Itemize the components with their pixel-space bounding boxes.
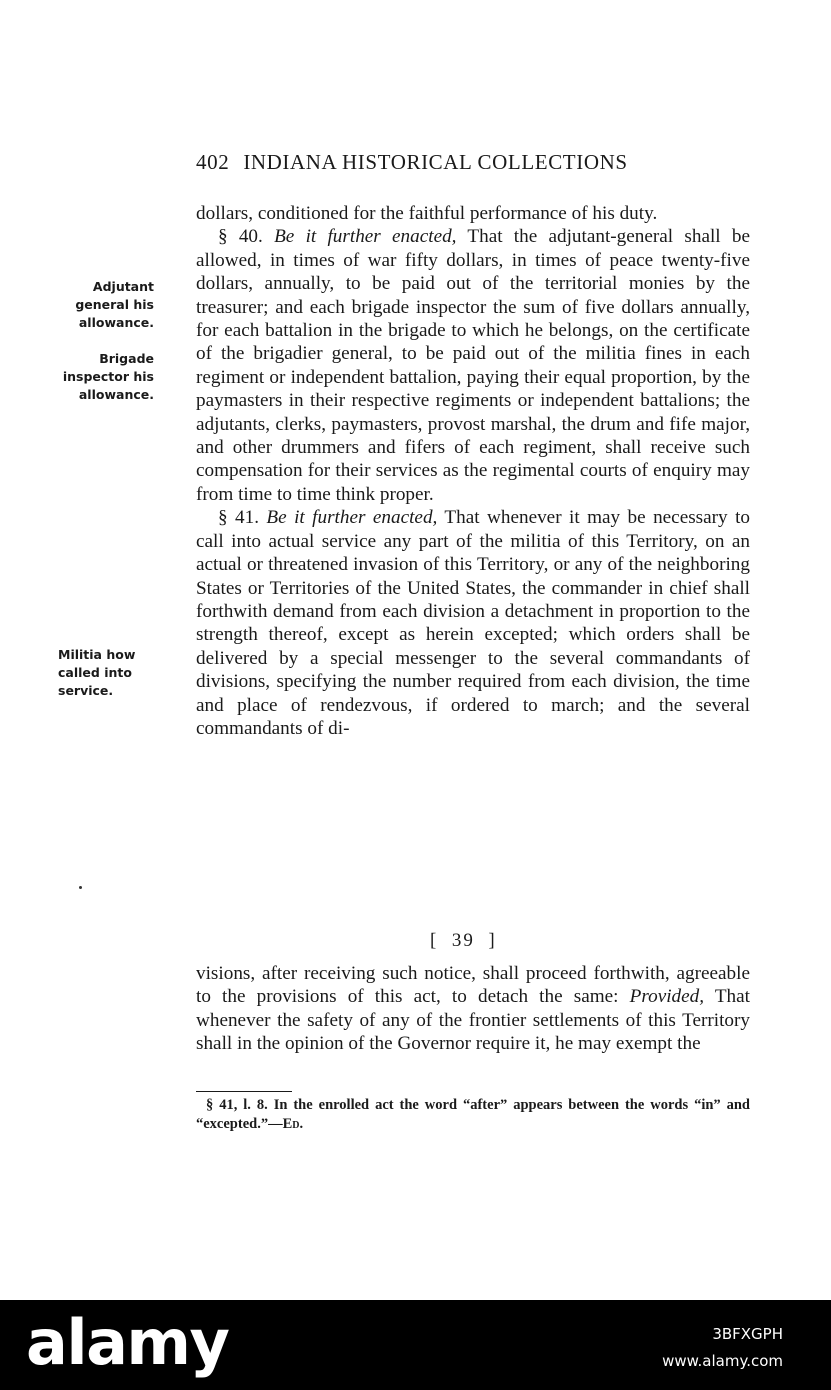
section-40-lead: Be it further enacted,	[274, 226, 457, 248]
section-41-lead: Be it further enacted,	[266, 507, 438, 529]
footnote-abbrev: Ed.	[282, 1116, 304, 1132]
margin-note-adjutant: Adjutant general his allowance.	[75, 279, 154, 330]
margin-note-brigade-inspector: Brigade inspector his allowance.	[62, 351, 154, 402]
continuation-paragraph	[196, 962, 750, 1056]
print-speck	[79, 886, 82, 889]
opening-paragraph: dollars, conditioned for the faithful performance of his duty.	[196, 203, 658, 224]
continuation-lead: Provided,	[629, 986, 705, 1008]
margin-note-militia: Militia how called into service.	[58, 647, 136, 698]
footnote	[196, 1096, 750, 1134]
page-title: INDIANA HISTORICAL COLLECTIONS	[243, 150, 628, 174]
continuation-pre: visions, after receiving such notice, shall proceed forthwith, agreeable to the provisions of this act, to detach the same:	[196, 963, 750, 1008]
section-41-number: § 41.	[218, 507, 259, 529]
page-number: 402	[196, 150, 230, 174]
watermark-logo: alamy	[26, 1306, 229, 1379]
section-40-body: That the adjutant-general shall be allowed, in times of war fifty dollars, in times of peace twenty-five dollars, annually, to be paid out of the territorial monies by the treasurer; and each brigade inspector the sum of five dollars annually, for each battalion in the brigade to which he belongs, on the certificate of the brigadier general, to be paid out of the militia fines in each regiment or independent battalion, paying their equal proportion, by the paymasters in their respective regiments or independent battalions; the adjutants, clerks, paymasters, provost marshal, the drum and fife major, and other drummers and fifers of each regiment, shall receive such compensation for their services as the regimental courts of enquiry may from time to time think proper.	[196, 226, 750, 505]
watermark-url: www.alamy.com	[662, 1352, 783, 1370]
section-40-number: § 40.	[218, 226, 263, 248]
footnote-divider	[196, 1091, 292, 1092]
section-41-body: That whenever it may be necessary to call into actual service any part of the militia of this Territory, on an actual or threatened invasion of this Territory, or any of the neighboring States or Territories of the United States, the commander in chief shall forthwith demand from each division a detachment in proportion to the strength thereof, except as herein excepted; which orders shall be delivered by a special messenger to the several commandants of divisions, specifying the number required from each division, the time and place of rendezvous, if ordered to march; and the several commandants of di-	[196, 507, 750, 739]
continuation-text	[196, 962, 750, 1056]
signature-mark: [ 39 ]	[430, 930, 497, 951]
continuation-body: That whenever the safety of any of the frontier settlements of this Territory shall in the opinion of the Governor require it, he may exempt the	[196, 986, 750, 1055]
running-head	[196, 150, 756, 175]
section-40	[196, 225, 750, 506]
footnote-text: § 41, l. 8. In the enrolled act the word “after” appears between the words “in” and “excepted.”—	[196, 1097, 750, 1132]
main-text	[196, 202, 750, 740]
image-id: 3BFXGPH	[712, 1325, 783, 1343]
section-41	[196, 506, 750, 740]
